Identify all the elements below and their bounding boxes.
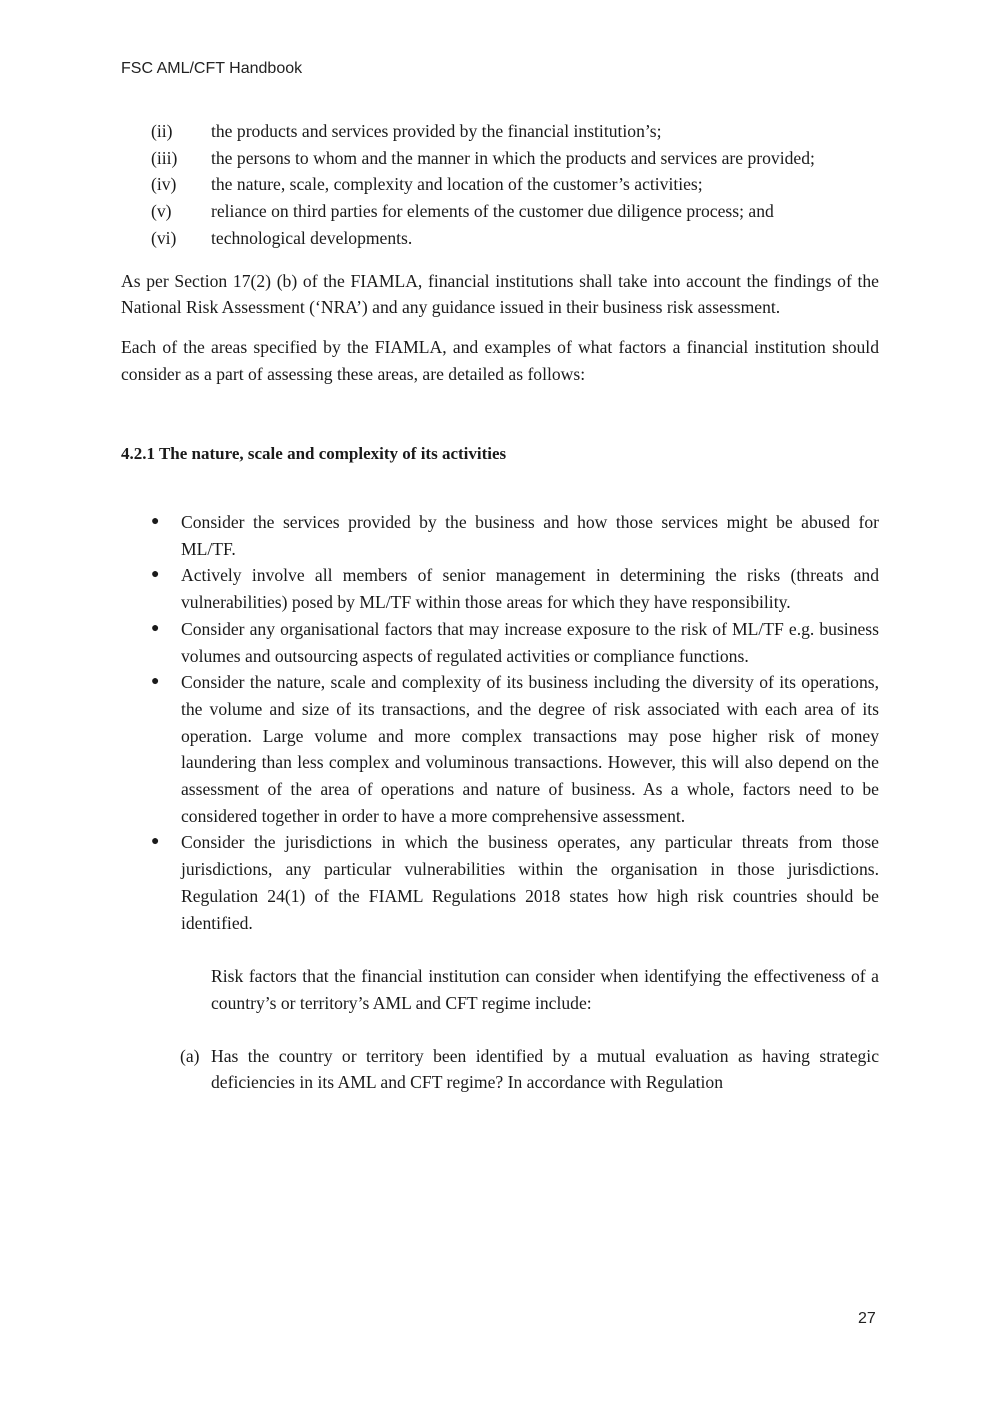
bullet-icon: ● bbox=[151, 834, 160, 850]
list-item bbox=[121, 1043, 879, 1096]
bullet-text: Consider the services provided by the business and how those services might be abused for ML/TF. bbox=[181, 512, 879, 559]
page-body bbox=[121, 118, 879, 1096]
alpha-list bbox=[121, 1043, 879, 1096]
nra-paragraph: As per Section 17(2) (b) of the FIAMLA, financial institutions shall take into account the findings of the National Risk Assessment (‘NRA’) and any guidance issued in their business risk assessment. bbox=[121, 270, 879, 318]
list-item-text: reliance on third parties for elements of the customer due diligence process; and bbox=[211, 201, 774, 222]
bullet-item bbox=[121, 669, 879, 829]
list-item bbox=[121, 145, 879, 172]
list-item-number: (iv) bbox=[151, 174, 177, 195]
areas-intro-paragraph: Each of the areas specified by the FIAMLA, and examples of what factors a financial institution should consider as a part of assessing these areas, are detailed as follows: bbox=[121, 336, 879, 384]
list-item-number: (ii) bbox=[151, 121, 173, 141]
list-item-text: the products and services provided by the financial institution’s; bbox=[211, 121, 662, 141]
risk-factors-paragraph: Risk factors that the financial institution can consider when identifying the effectiveness of a country’s or territory’s AML and CFT regime include: bbox=[211, 966, 879, 1013]
list-item-number: (v) bbox=[151, 201, 172, 222]
bullet-text: Consider the nature, scale and complexity of its business including the diversity of its operations, the volume and size of its transactions, and the degree of risk associated with each area of its operation. Large volume and more complex transactions may pose higher risk of money laundering than less complex and voluminous transactions. However, this will also depend on the assessment of the area of operations and nature of business. As a whole, factors need to be considered together in order to have a more comprehensive assessment. bbox=[181, 672, 879, 826]
list-item-text: Has the country or territory been identified by a mutual evaluation as having strategic deficiencies in its AML and CFT regime? In accordance with Regulation bbox=[211, 1045, 879, 1093]
bullet-item bbox=[121, 509, 879, 562]
bullet-item bbox=[121, 829, 879, 936]
list-item-number: (vi) bbox=[151, 227, 177, 248]
list-item bbox=[121, 225, 879, 252]
list-item bbox=[121, 171, 879, 198]
list-item-text: the persons to whom and the manner in which the products and services are provided; bbox=[211, 147, 815, 168]
page-number: 27 bbox=[858, 1310, 876, 1327]
running-header: FSC AML/CFT Handbook bbox=[121, 60, 303, 77]
bullet-icon: ● bbox=[151, 620, 160, 636]
list-item-text: technological developments. bbox=[211, 227, 413, 248]
list-item-text: the nature, scale, complexity and location of the customer’s activities; bbox=[211, 174, 703, 195]
bullet-item bbox=[121, 616, 879, 669]
list-item bbox=[121, 118, 879, 145]
section-heading: 4.2.1 The nature, scale and complexity of its activities bbox=[121, 444, 507, 464]
bullet-text: Consider any organisational factors that may increase exposure to the risk of ML/TF e.g. business volumes and outsourcing aspects of regulated activities or compliance functions. bbox=[181, 618, 879, 666]
list-item bbox=[121, 198, 879, 225]
list-item-number: (iii) bbox=[151, 147, 178, 168]
bullet-icon: ● bbox=[151, 514, 160, 530]
bullet-text: Actively involve all members of senior management in determining the risks (threats and vulnerabilities) posed by ML/TF within those areas for which they have responsibility. bbox=[181, 565, 879, 613]
bullet-list bbox=[121, 509, 879, 936]
bullet-icon: ● bbox=[151, 674, 160, 690]
bullet-icon: ● bbox=[151, 567, 160, 583]
list-item-number: (a) bbox=[180, 1045, 200, 1066]
bullet-text: Consider the jurisdictions in which the business operates, any particular threats from those jurisdictions, any particular vulnerabilities within the organisation in those jurisdictions. Regulation 24(1) of the FIAML Regulations 2018 states how high risk countries should be identified. bbox=[181, 832, 879, 933]
roman-numeral-list bbox=[121, 118, 879, 252]
bullet-item bbox=[121, 562, 879, 615]
